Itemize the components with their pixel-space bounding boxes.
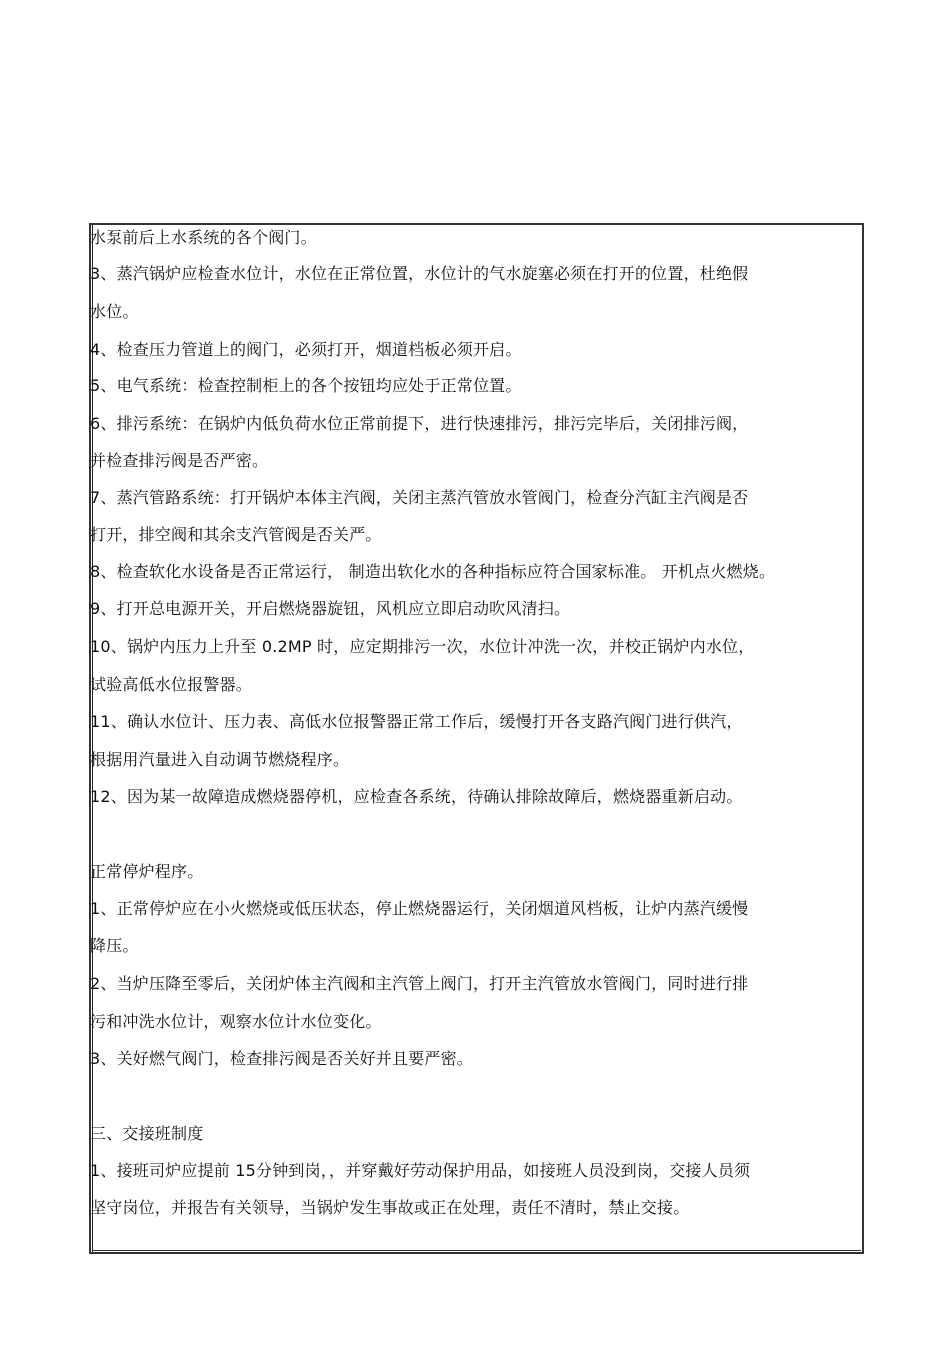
text-line: 7、蒸汽管路系统：打开锅炉本体主汽阀，关闭主蒸汽管放水管阀门，检查分汽缸主汽阀是否 — [90, 488, 749, 507]
text-line: 水泵前后上水系统的各个阀门。 — [90, 228, 317, 247]
text-line: 水位。 — [90, 302, 139, 321]
text-line: 降压。 — [90, 936, 139, 955]
section-heading: 正常停炉程序。 — [90, 862, 204, 881]
text-line: 试验高低水位报警器。 — [90, 675, 253, 694]
text-line: 根据用汽量进入自动调节燃烧程序。 — [90, 750, 350, 769]
text-line: 污和冲洗水位计，观察水位计水位变化。 — [90, 1012, 382, 1031]
text-line: 9、打开总电源开关，开启燃烧器旋钮，风机应立即启动吹风清扫。 — [90, 599, 571, 618]
text-line: 坚守岗位，并报告有关领导，当锅炉发生事故或正在处理，责任不清时，禁止交接。 — [90, 1198, 690, 1217]
text-line: 6、排污系统：在锅炉内低负荷水位正常前提下，进行快速排污，排污完毕后，关闭排污阀， — [90, 414, 749, 433]
text-line: 11、确认水位计、压力表、高低水位报警器正常工作后，缓慢打开各支路汽阀门进行供汽， — [90, 712, 743, 731]
text-line: 4、检查压力管道上的阀门，必须打开，烟道档板必须开启。 — [90, 340, 522, 359]
text-line: 3、关好燃气阀门，检查排污阀是否关好并且要严密。 — [90, 1049, 473, 1068]
text-line: 1、接班司炉应提前 15分钟到岗，，并穿戴好劳动保护用品，如接班人员没到岗，交接人员须 — [90, 1161, 751, 1180]
text-line: 并检查排污阀是否严密。 — [90, 451, 269, 470]
text-line: 打开，排空阀和其余支汽管阀是否关严。 — [90, 525, 382, 544]
text-line: 8、检查软化水设备是否正常运行， 制造出软化水的各种指标应符合国家标准。 开机点火燃烧。 — [90, 562, 776, 581]
section-heading: 三、交接班制度 — [90, 1124, 204, 1143]
text-line: 10、锅炉内压力上升至 0.2MP 时，应定期排污一次，水位计冲洗一次，并校正锅炉内水位， — [90, 637, 755, 656]
text-line: 3、蒸汽锅炉应检查水位计，水位在正常位置，水位计的气水旋塞必须在打开的位置，杜绝假 — [90, 264, 749, 283]
text-line: 2、当炉压降至零后，关闭炉体主汽阀和主汽管上阀门，打开主汽管放水管阀门，同时进行排 — [90, 974, 749, 993]
text-line: 1、正常停炉应在小火燃烧或低压状态，停止燃烧器运行，关闭烟道风档板，让炉内蒸汽缓慢 — [90, 899, 749, 918]
text-line: 5、电气系统：检查控制柜上的各个按钮均应处于正常位置。 — [90, 376, 522, 395]
text-line: 12、因为某一故障造成燃烧器停机，应检查各系统，待确认排除故障后，燃烧器重新启动。 — [90, 787, 743, 806]
